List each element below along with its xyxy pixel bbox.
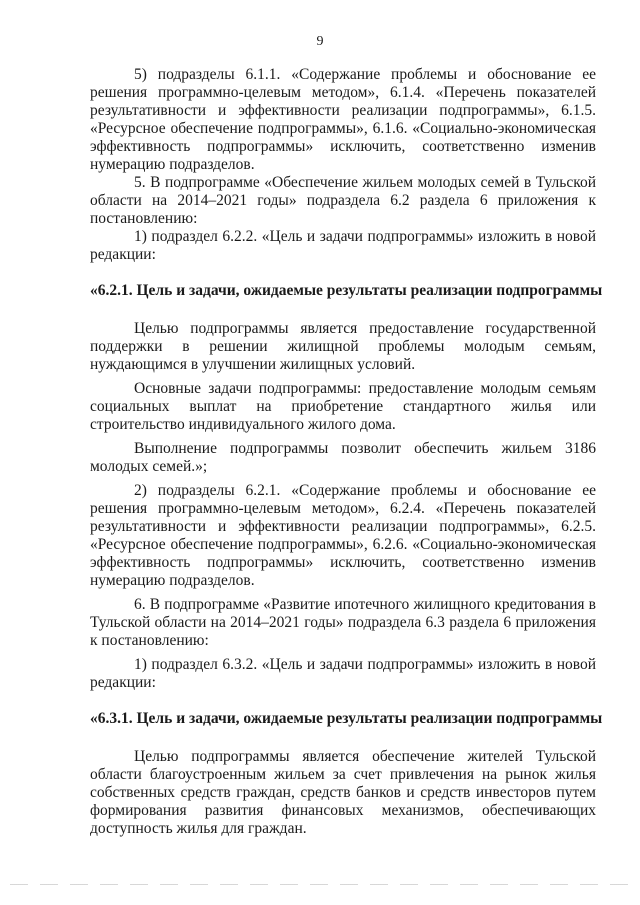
page-number: 9 — [316, 34, 324, 49]
paragraph-5-subsections-exclude: 5) подразделы 6.1.1. «Содержание проблемы и обоснование ее решения программно-целевым методом», 6.1.4. «Перечень показателей результативности и эффективности реализации подпрограммы», 6.1.5. «Ресурсное обеспечение подпрограммы», 6.1.6. «Социально-экономическая эффективность подпрограммы» исключить, соответственно изменив нумерацию подразделов. — [90, 66, 596, 173]
paragraph-tasks-young-families: Основные задачи подпрограммы: предоставление молодым семьям социальных выплат на приобретение стандартного жилья или строительство индивидуального жилого дома. — [90, 380, 596, 433]
paragraph-expected-results: Выполнение подпрограммы позволит обеспечить жильем 3186 молодых семей.»; — [90, 440, 596, 475]
paragraph-goal-mortgage: Целью подпрограммы является обеспечение жителей Тульской области благоустроенным жильем за счет привлечения на рынок жилья собственных средств граждан, средств банков и средств инвесторов путем формирования развития финансовых механизмов, обеспечивающих доступность жилья для граждан. — [90, 748, 596, 837]
section-heading-621: «6.2.1. Цель и задачи, ожидаемые результаты реализации подпрограммы — [90, 282, 603, 299]
paragraph-subsection-632: 1) подраздел 6.3.2. «Цель и задачи подпрограммы» изложить в новой редакции: — [90, 656, 596, 691]
scan-artifact-line — [10, 884, 630, 885]
paragraph-subsection-622: 1) подраздел 6.2.2. «Цель и задачи подпрограммы» изложить в новой редакции: — [90, 228, 596, 263]
paragraph-item-6: 6. В подпрограмме «Развитие ипотечного жилищного кредитования в Тульской области на 2014–2021 годы» подраздела 6.3 раздела 6 приложения к постановлению: — [90, 596, 596, 649]
document-body — [90, 66, 603, 838]
section-heading-631: «6.3.1. Цель и задачи, ожидаемые результаты реализации подпрограммы — [90, 710, 603, 727]
paragraph-goal-young-families: Целью подпрограммы является предоставление государственной поддержки в решении жилищной проблемы молодым семьям, нуждающимся в улучшении жилищных условий. — [90, 320, 596, 373]
paragraph-item-5: 5. В подпрограмме «Обеспечение жильем молодых семей в Тульской области на 2014–2021 годы» подраздела 6.2 раздела 6 приложения к постановлению: — [90, 174, 596, 227]
paragraph-2-subsections-exclude: 2) подразделы 6.2.1. «Содержание проблемы и обоснование ее решения программно-целевым методом», 6.2.4. «Перечень показателей результативности и эффективности реализации подпрограммы», 6.2.5. «Ресурсное обеспечение подпрограммы», 6.2.6. «Социально-экономическая эффективность подпрограммы» исключить, соответственно изменив нумерацию подразделов. — [90, 482, 596, 589]
